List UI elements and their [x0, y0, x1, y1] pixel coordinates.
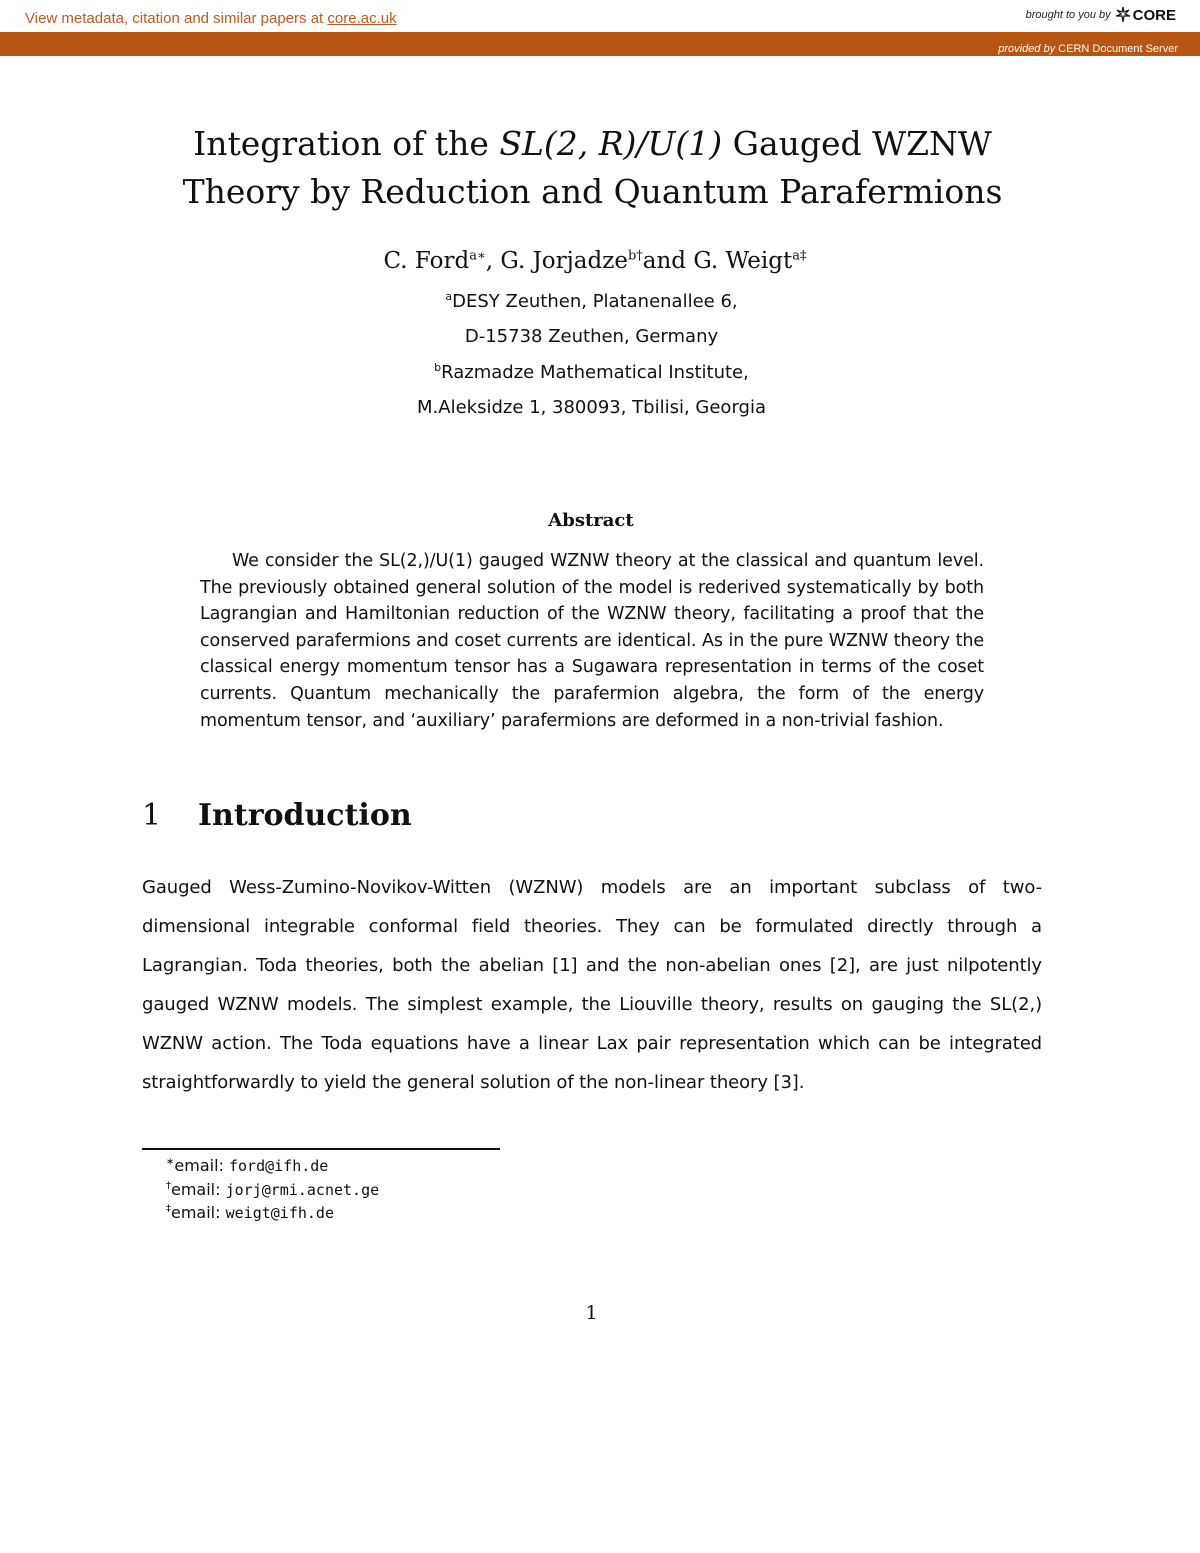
- affiliation-line: D-15738 Zeuthen, Germany: [464, 326, 719, 347]
- core-link-prefix: View metadata, citation and similar papers at: [25, 10, 328, 27]
- footnote-rule: [142, 1148, 500, 1150]
- author: G. Jorjadze$^{b\dagger}$and: [500, 248, 694, 274]
- email-address[interactable]: ford@ifh.de: [229, 1157, 329, 1175]
- email-address[interactable]: jorj@rmi.acnet.ge: [225, 1181, 380, 1199]
- provided-source: CERN Document Server: [1058, 43, 1178, 55]
- footnote: †email: jorj@rmi.acnet.ge: [166, 1180, 380, 1199]
- core-logo-icon: [1115, 6, 1131, 24]
- footnote: ‡email: weigt@ifh.de: [166, 1203, 334, 1222]
- core-logo-text: CORE: [1132, 6, 1176, 24]
- section-title: Introduction: [198, 798, 412, 833]
- provided-prefix: provided by: [998, 43, 1056, 55]
- abstract-text: We consider the SL(2,)/U(1) gauged WZNW theory at the classical and quantum level. The previously obtained general solution of the model is rederived systematically by both Lagrangian and Hamiltonian reduction of the WZNW theory, facilitating a proof that the conserved parafermions and coset currents are identical. As in the pure WZNW theory the classical energy momentum tensor has a Sugawara representation in terms of the coset currents. Quantum mechanically the parafermion algebra, the form of the energy momentum tensor, and ‘auxiliary’ parafermions are deformed in a non-trivial fashion.: [200, 551, 984, 731]
- core-link-text[interactable]: core.ac.uk: [327, 10, 397, 27]
- section-heading: [142, 798, 412, 833]
- core-banner: [0, 0, 1200, 32]
- abstract-heading: Abstract: [548, 510, 634, 531]
- core-logo[interactable]: [1115, 6, 1176, 24]
- author-list: [0, 248, 1190, 274]
- affiliation-line: $^b$Razmadze Mathematical Institute,: [434, 361, 749, 383]
- author: C. Ford$^{a∗}$,: [383, 248, 501, 274]
- section-number: 1: [142, 798, 162, 833]
- core-brought-by: [1026, 6, 1176, 24]
- email-address[interactable]: weigt@ifh.de: [225, 1204, 334, 1222]
- footnote: ∗email: ford@ifh.de: [166, 1156, 329, 1175]
- brought-text: brought to you by: [1025, 9, 1111, 21]
- title-math: SL(2, R)/U(1): [499, 124, 723, 163]
- title-line-1: Integration of the SL(2, R)/U(1) Gauged WZNW: [193, 124, 992, 163]
- title-line-2: Theory by Reduction and Quantum Parafermions: [182, 172, 1003, 211]
- author: G. Weigt$^{a\ddagger}$: [693, 248, 807, 274]
- affiliation-line: M.Aleksidze 1, 380093, Tbilisi, Georgia: [417, 397, 766, 418]
- core-provided-by[interactable]: [998, 43, 1178, 55]
- affiliation-line: $^a$DESY Zeuthen, Platanenallee 6,: [445, 290, 738, 312]
- intro-paragraph: Gauged Wess-Zumino-Novikov-Witten (WZNW) models are an important subclass of two-dimensional integrable conformal field theories. They can be formulated directly through a Lagrangian. Toda theories, both the abelian [1] and the non-abelian ones [2], are just nilpotently gauged WZNW models. The simplest example, the Liouville theory, results on gauging the SL(2,) WZNW action. The Toda equations have a linear Lax pair representation which can be integrated straightforwardly to yield the general solution of the non-linear theory [3].: [142, 877, 1042, 1093]
- page-number: 1: [585, 1302, 598, 1324]
- paper-title: [0, 120, 1185, 216]
- core-metadata-link[interactable]: [25, 10, 397, 27]
